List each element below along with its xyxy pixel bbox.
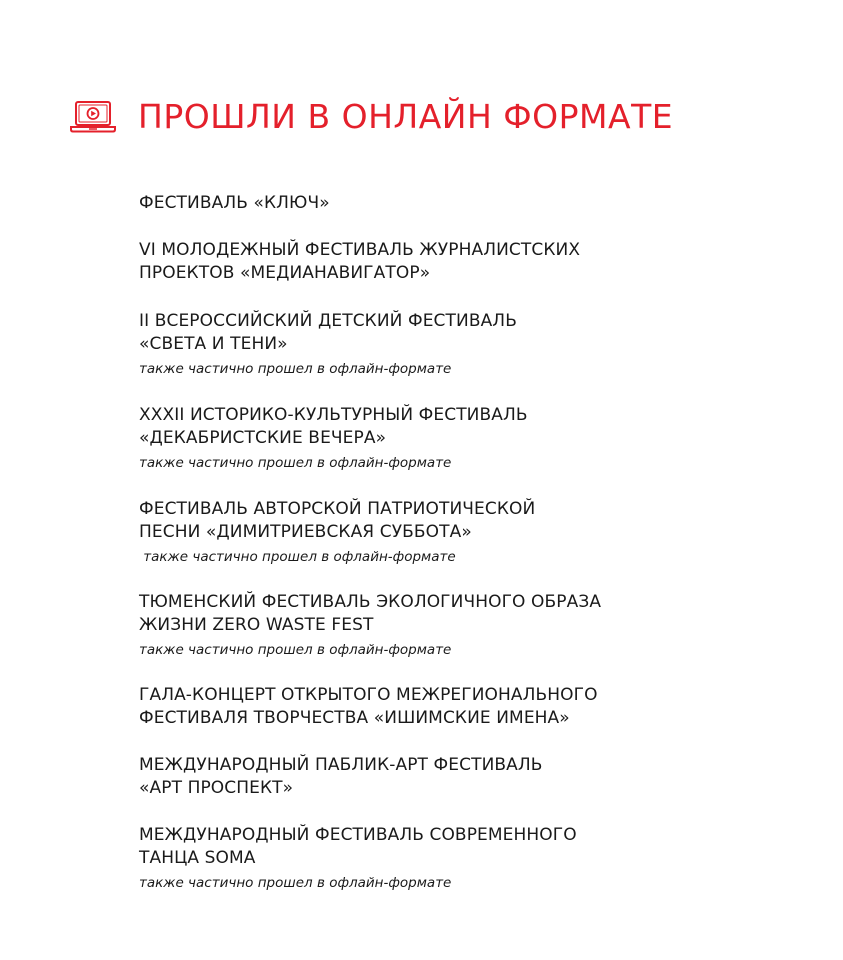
festival-title: ФЕСТИВАЛЬ «КЛЮЧ» [139,193,330,213]
festival-note: также частично прошел в офлайн-формате [139,360,452,377]
laptop-video-icon [70,100,116,134]
festival-item [139,684,819,731]
festival-note: также частично прошел в офлайн-формате [139,641,452,658]
festival-title: МЕЖДУНАРОДНЫЙ ФЕСТИВАЛЬ СОВРЕМЕННОГО ТАНЦА SOMA [139,824,577,868]
festival-title: VI МОЛОДЕЖНЫЙ ФЕСТИВАЛЬ ЖУРНАЛИСТСКИХ ПРОЕКТОВ «МЕДИАНАВИГАТОР» [139,239,581,283]
festival-note: также частично прошел в офлайн-формате [139,454,452,471]
festival-item [139,824,819,895]
festival-item [139,192,819,216]
festival-list [139,192,819,895]
festival-title: МЕЖДУНАРОДНЫЙ ПАБЛИК-АРТ ФЕСТИВАЛЬ «АРТ ПРОСПЕКТ» [139,754,543,798]
section-header [70,94,810,140]
festival-item [139,404,819,475]
festival-item [139,239,819,286]
festival-item [139,754,819,801]
festival-item [139,591,819,662]
festival-item [139,310,819,381]
festival-title: ФЕСТИВАЛЬ АВТОРСКОЙ ПАТРИОТИЧЕСКОЙ ПЕСНИ «ДИМИТРИЕВСКАЯ СУББОТА» [139,498,536,542]
festival-note: также частично прошел в офлайн-формате [139,548,456,565]
festival-note: также частично прошел в офлайн-формате [139,874,452,891]
festival-item [139,498,819,569]
festival-title: ГАЛА-КОНЦЕРТ ОТКРЫТОГО МЕЖРЕГИОНАЛЬНОГО ФЕСТИВАЛЯ ТВОРЧЕСТВА «ИШИМСКИЕ ИМЕНА» [139,684,598,728]
festival-title: ТЮМЕНСКИЙ ФЕСТИВАЛЬ ЭКОЛОГИЧНОГО ОБРАЗА ЖИЗНИ ZERO WASTE FEST [139,591,602,635]
festival-title: II ВСЕРОССИЙСКИЙ ДЕТСКИЙ ФЕСТИВАЛЬ «СВЕТА И ТЕНИ» [139,310,517,354]
festival-title: XXXII ИСТОРИКО-КУЛЬТУРНЫЙ ФЕСТИВАЛЬ «ДЕКАБРИСТСКИЕ ВЕЧЕРА» [139,404,528,448]
page-title: ПРОШЛИ В ОНЛАЙН ФОРМАТЕ [138,97,674,136]
